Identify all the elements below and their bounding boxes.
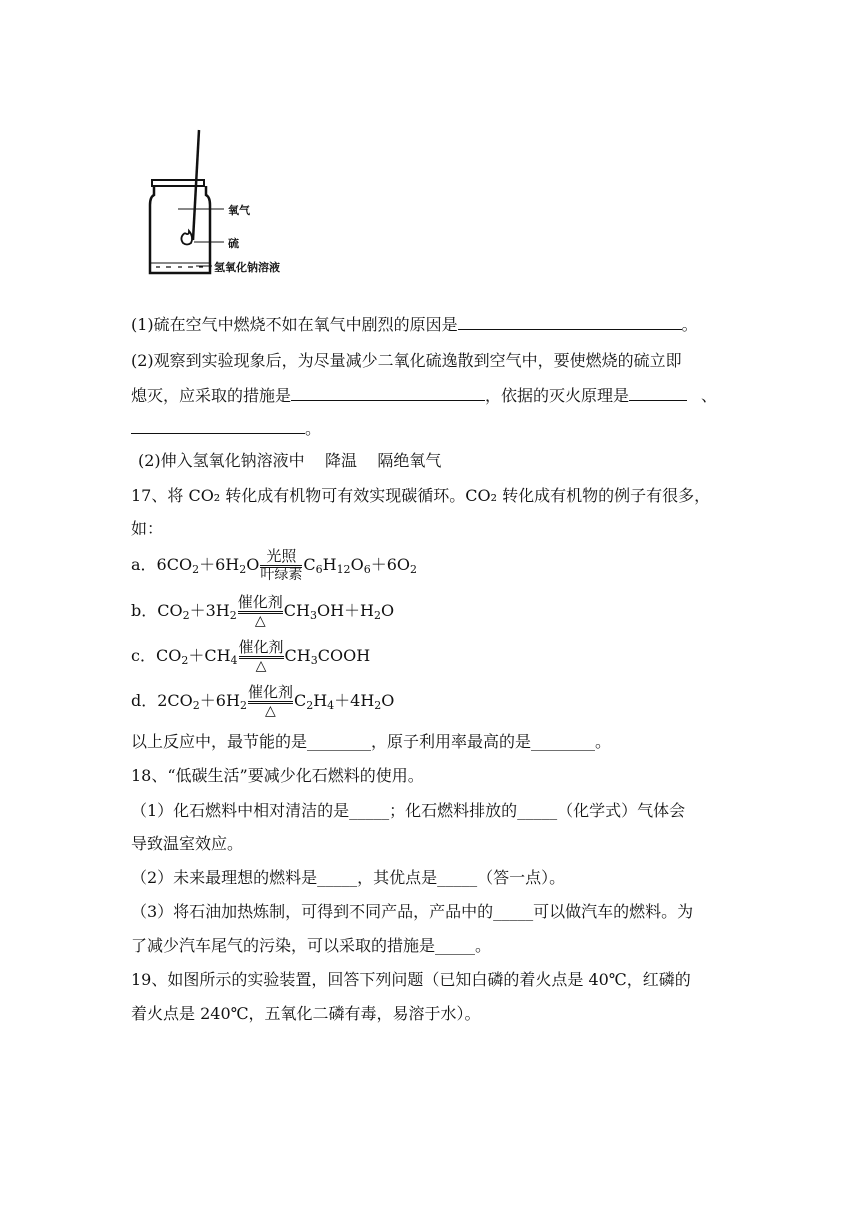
equation-d: d．$2CO_2+6H_2$ 催化剂 △ $C_2H_4+4H_2O$: [131, 683, 395, 719]
q18-part1-line2: 导致温室效应。: [131, 834, 244, 853]
q18-part3-line1: （3）将石油加热炼制，可得到不同产品，产品中的_____可以做汽车的燃料。为: [131, 902, 694, 921]
q19-line1: 19、如图所示的实验装置，回答下列问题（已知白磷的着火点是 40℃，红磷的: [131, 970, 691, 989]
label-sulfur: 硫: [228, 237, 239, 250]
q16-answer: (2)伸入氢氧化钠溶液中 降温 隔绝氧气: [138, 451, 442, 470]
equation-c: c．$CO_2+CH_4$ 催化剂 △ $CH_3COOH$: [131, 638, 371, 674]
equation-a: a．$6CO_2+6H_2O$ 光照 叶绿素 $C_6H_{12}O_6+6O_2$: [131, 547, 417, 583]
q16-part2-line3: 。: [131, 417, 321, 440]
q18-part3-line2: 了减少汽车尾气的污染，可以采取的措施是_____。: [131, 936, 492, 955]
q16-part1-blank[interactable]: [458, 313, 682, 330]
q19-line2: 着火点是 240℃，五氧化二磷有毒，易溶于水）。: [131, 1004, 481, 1023]
q16-principle-blank-1[interactable]: [629, 384, 687, 401]
q17-intro-line1: 17、将 CO₂ 转化成有机物可有效实现碳循环。CO₂ 转化成有机物的例子有很多，: [131, 486, 711, 505]
condition-catalyst-d: 催化剂 △: [247, 683, 293, 719]
condition-catalyst-b: 催化剂 △: [237, 593, 283, 629]
q16-measure-blank[interactable]: [291, 384, 485, 401]
q17-question: 以上反应中，最节能的是________，原子利用率最高的是________。: [131, 732, 612, 751]
q16-part1-text: (1)硫在空气中燃烧不如在氧气中剧烈的原因是: [131, 315, 458, 334]
q16-part1: (1)硫在空气中燃烧不如在氧气中剧烈的原因是 。: [131, 315, 698, 334]
label-naoh-solution: 氢氧化钠溶液: [214, 261, 280, 274]
condition-light: 光照 叶绿素: [260, 547, 303, 583]
q18-title: 18、“低碳生活”要减少化石燃料的使用。: [131, 766, 424, 785]
q18-part1-line1: （1）化石燃料中相对清洁的是_____；化石燃料排放的_____（化学式）气体会: [131, 801, 686, 820]
q18-part2: （2）未来最理想的燃料是_____，其优点是_____（答一点）。: [131, 868, 566, 887]
q16-part2-line2: 熄灭，应采取的措施是 ，依据的灭火原理是 、: [131, 386, 718, 405]
equation-b: b．$CO_2+3H_2$ 催化剂 △ $CH_3OH+H_2O$: [131, 593, 395, 629]
q16-principle-blank-2[interactable]: [131, 417, 305, 434]
q16-part2-line1: (2)观察到实验现象后，为尽量减少二氧化硫逸散到空气中，要使燃烧的硫立即: [131, 351, 682, 370]
q17-intro-line2: 如：: [131, 519, 164, 538]
condition-catalyst-c: 催化剂 △: [238, 638, 284, 674]
label-oxygen: 氧气: [228, 204, 250, 217]
